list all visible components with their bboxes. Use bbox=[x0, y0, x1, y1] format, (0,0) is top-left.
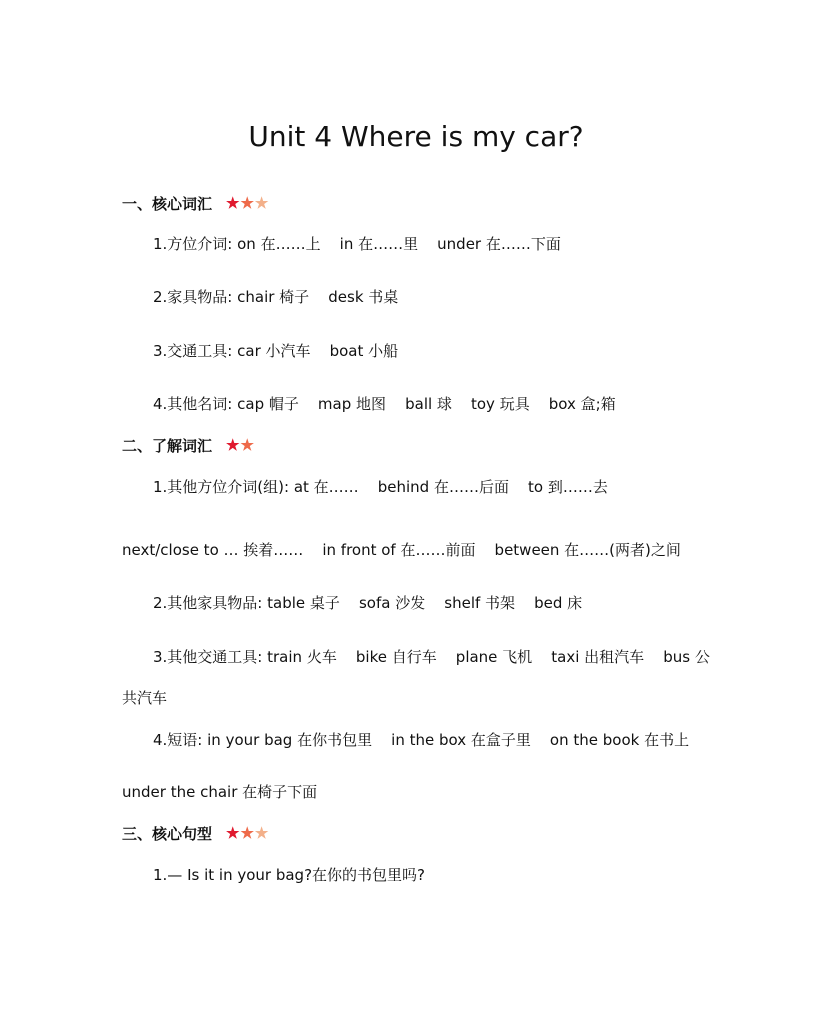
vocab-line: 2.家具物品: chair 椅子 desk 书桌 bbox=[153, 288, 399, 306]
vocab-line: next/close to … 挨着…… in front of 在……前面 between 在……(两者)之间 bbox=[122, 541, 681, 559]
vocab-line: 4.其他名词: cap 帽子 map 地图 ball 球 toy 玩具 box 盒;箱 bbox=[153, 395, 616, 413]
difficulty-stars bbox=[226, 196, 268, 211]
vocab-line: 2.其他家具物品: table 桌子 sofa 沙发 shelf 书架 bed 床 bbox=[153, 594, 583, 612]
star-icon: ★ bbox=[254, 824, 269, 842]
section-heading-extra-vocabulary bbox=[122, 435, 254, 456]
section-heading-core-vocabulary bbox=[122, 193, 268, 214]
vocab-line: 1.其他方位介词(组): at 在…… behind 在……后面 to 到……去 bbox=[153, 478, 608, 496]
section-heading-core-sentences bbox=[122, 823, 268, 844]
sentence-line: 1.— Is it in your bag?在你的书包里吗? bbox=[153, 866, 426, 884]
section-heading-label: 二、了解词汇 bbox=[122, 437, 213, 455]
section-heading-label: 一、核心词汇 bbox=[122, 195, 213, 213]
vocab-line: 共汽车 bbox=[122, 689, 168, 707]
difficulty-stars bbox=[226, 826, 268, 841]
vocab-line: 3.交通工具: car 小汽车 boat 小船 bbox=[153, 342, 399, 360]
star-icon: ★ bbox=[254, 194, 269, 212]
star-icon: ★ bbox=[240, 824, 254, 842]
star-icon: ★ bbox=[226, 194, 240, 212]
star-icon: ★ bbox=[240, 194, 254, 212]
vocab-line: 1.方位介词: on 在……上 in 在……里 under 在……下面 bbox=[153, 235, 561, 253]
vocab-line: 3.其他交通工具: train 火车 bike 自行车 plane 飞机 taxi 出租汽车 bus 公 bbox=[153, 648, 710, 666]
vocab-line: 4.短语: in your bag 在你书包里 in the box 在盒子里 on the book 在书上 bbox=[153, 731, 690, 749]
section-heading-label: 三、核心句型 bbox=[122, 825, 213, 843]
vocab-line: under the chair 在椅子下面 bbox=[122, 783, 318, 801]
star-icon: ★ bbox=[240, 436, 254, 454]
star-icon: ★ bbox=[226, 436, 240, 454]
difficulty-stars bbox=[226, 438, 254, 453]
page-title: Unit 4 Where is my car? bbox=[248, 120, 584, 153]
star-icon: ★ bbox=[226, 824, 240, 842]
